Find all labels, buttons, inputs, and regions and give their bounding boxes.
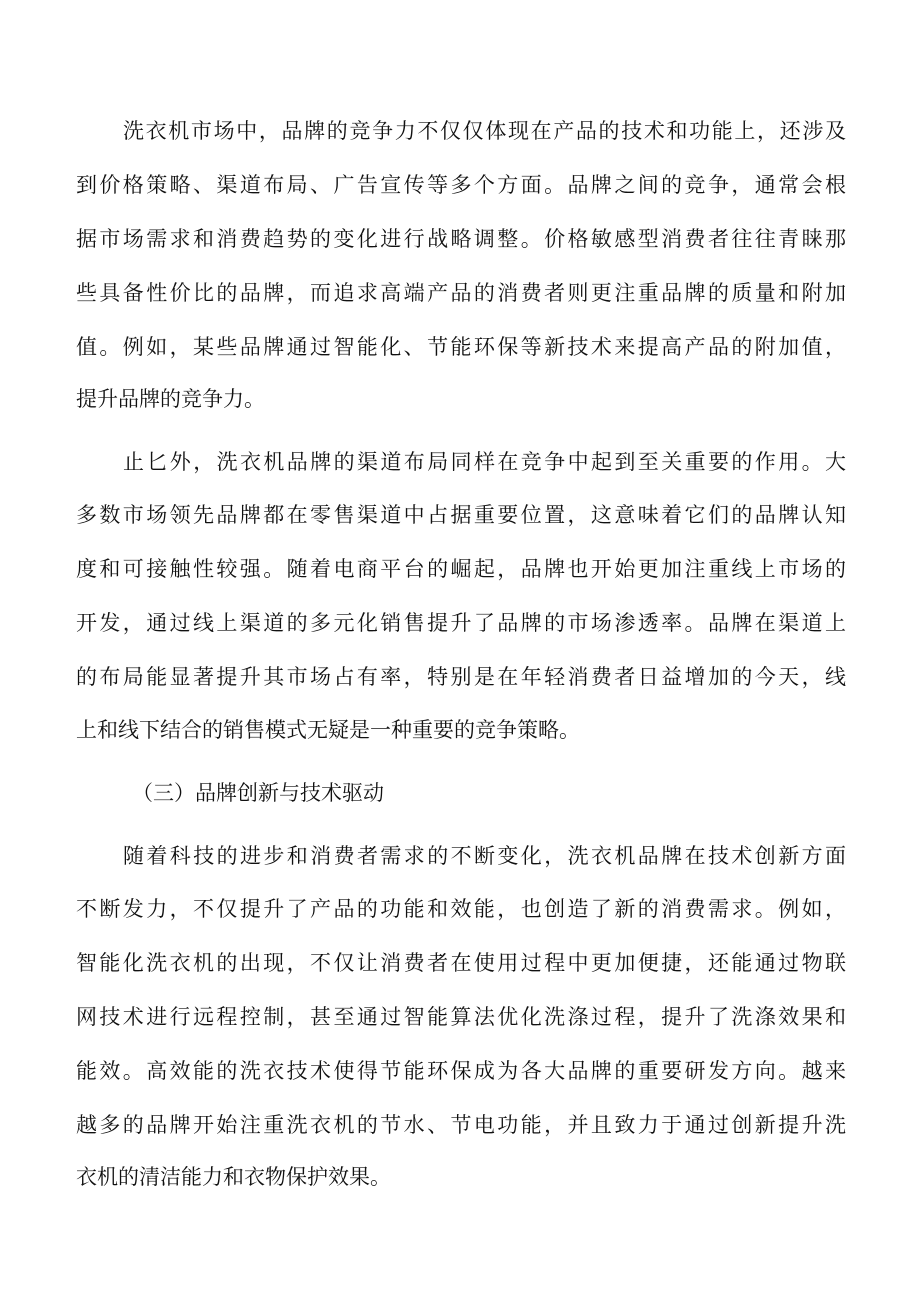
paragraph-line: 上和线下结合的销售模式无疑是一种重要的竞争策略。 [76,718,580,742]
paragraph-line: 不断发力，不仅提升了产品的功能和效能，也创造了新的消费需求。例如， [76,897,846,921]
paragraph-line: 止匕外，洗衣机品牌的渠道布局同样在竞争中起到至关重要的作用。大 [123,450,846,474]
paragraph-line: 的布局能显著提升其市场占有率，特别是在年轻消费者日益增加的今天，线 [76,665,846,689]
paragraph-line: 到价格策略、渠道布局、广告宣传等多个方面。品牌之间的竞争，通常会根 [76,173,846,197]
paragraph-line: 越多的品牌开始注重洗衣机的节水、节电功能，并且致力于通过创新提升洗 [76,1113,846,1137]
paragraph-line: 据市场需求和消费趋势的变化进行战略调整。价格敏感型消费者往往青睐那 [76,227,846,251]
paragraph-line: 提升品牌的竞争力。 [76,387,265,411]
paragraph-line: 智能化洗衣机的出现，不仅让消费者在使用过程中更加便捷，还能通过物联 [76,951,846,975]
paragraph-line: 度和可接触性较强。随着电商平台的崛起，品牌也开始更加注重线上市场的 [76,557,846,581]
paragraph-line: 能效。高效能的洗衣技术使得节能环保成为各大品牌的重要研发方向。越来 [76,1059,846,1083]
paragraph-line: 衣机的清洁能力和衣物保护效果。 [76,1165,391,1189]
paragraph-line: 多数市场领先品牌都在零售渠道中占据重要位置，这意味着它们的品牌认知 [76,503,846,527]
paragraph-line: 开发，通过线上渠道的多元化销售提升了品牌的市场渗透率。品牌在渠道上 [76,611,846,635]
paragraph-line: 洗衣机市场中，品牌的竞争力不仅仅体现在产品的技术和功能上，还涉及 [123,119,846,143]
paragraph-line: 随着科技的进步和消费者需求的不断变化，洗衣机品牌在技术创新方面 [123,844,846,868]
paragraph-line: 值。例如，某些品牌通过智能化、节能环保等新技术来提高产品的附加值， [76,335,846,359]
paragraph-line: 网技术进行远程控制，甚至通过智能算法优化洗涤过程，提升了洗涤效果和 [76,1005,846,1029]
section-heading: （三）品牌创新与技术驱动 [132,781,384,805]
paragraph-line: 些具备性价比的品牌，而追求高端产品的消费者则更注重品牌的质量和附加 [76,281,846,305]
